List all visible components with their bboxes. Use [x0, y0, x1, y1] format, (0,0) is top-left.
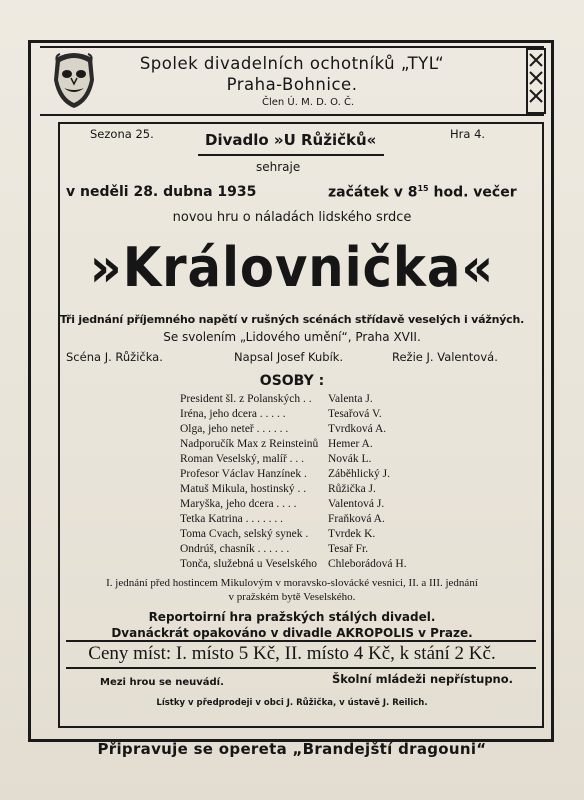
membership-note: Člen Ú. M. D. O. Č. [262, 97, 355, 108]
cast-row [180, 558, 460, 572]
performance-start: začátek v $8^{15}$ hod. večer [328, 184, 517, 201]
cast-row [180, 438, 460, 452]
cast-role: Nadporučík Max z Reinsteinů [180, 438, 319, 450]
director-credit: Režie J. Valentová. [392, 350, 498, 364]
cast-actor: Tesař Fr. [328, 543, 369, 555]
youth-note: Školní mládeži nepřístupno. [332, 672, 514, 686]
cast-role: Toma Cvach, selský synek . [180, 528, 309, 540]
cast-row [180, 528, 460, 542]
season-label: Sezona 25. [90, 127, 154, 141]
cast-role: Iréna, jeho dcera . . . . . [180, 408, 286, 420]
setting-line-2: v pražském bytě Veselského. [228, 591, 356, 603]
cast-actor: Novák L. [328, 453, 372, 465]
play-number: Hra 4. [450, 127, 486, 141]
prices-rule-top [66, 640, 536, 642]
cast-actor: Tvrdek K. [328, 528, 376, 540]
cast-role: Matuš Mikula, hostinský . . [180, 483, 307, 495]
cast-role: Olga, jeho neteř . . . . . . [180, 423, 289, 435]
play-intro: novou hru o náladách lidského srdce [172, 210, 412, 225]
author-credit: Napsal Josef Kubík. [234, 350, 344, 364]
plays-verb: sehraje [256, 160, 301, 174]
cast-actor: Tesařová V. [328, 408, 382, 420]
scene-credit: Scéna J. Růžička. [66, 350, 163, 364]
permission-note: Se svolením „Lidového umění“, Praha XVII. [163, 330, 421, 344]
cast-row [180, 393, 460, 407]
cast-row [180, 453, 460, 467]
cast-row [180, 408, 460, 422]
cast-row [180, 483, 460, 497]
theatre-name: Divadlo »U Růžičků« [205, 131, 377, 149]
setting-line-1: I. jednání před hostincem Mikulovým v moravsko-slovácké vesnici, II. a III. jednání [106, 577, 478, 589]
repertoire-line-1: Reportoirní hra pražských stálých divadel. [148, 610, 436, 624]
cast-row [180, 468, 460, 482]
cast-actor: Záběhlický J. [328, 468, 390, 480]
cast-actor: Chleborádová H. [328, 558, 407, 570]
upcoming-announcement: Připravuje se opereta „Brandejští dragouni“ [97, 740, 487, 758]
society-place: Praha-Bohnice. [226, 75, 358, 94]
cast-row [180, 513, 460, 527]
cast-actor: Hemer A. [328, 438, 373, 450]
presale-note: Lístky v předprodeji v obci J. Růžička, v ústavě J. Reilich. [156, 698, 428, 708]
cast-actor: Valentová J. [328, 498, 385, 510]
repertoire-line-2: Dvanáckrát opakováno v divadle AKROPOLIS v Praze. [111, 626, 473, 640]
performance-date: v neděli 28. dubna 1935 [66, 184, 257, 200]
cast-role: Tetka Katrina . . . . . . . [180, 513, 283, 525]
cast-actor: Růžička J. [328, 483, 376, 495]
society-name: Spolek divadelních ochotníků „TYL“ [139, 54, 445, 73]
cast-actor: Valenta J. [328, 393, 373, 405]
cast-actor: Tvrdková A. [328, 423, 387, 435]
cast-row [180, 543, 460, 557]
play-subtitle: Tři jednání příjemného napětí v rušných scénách střídavě veselých i vážných. [59, 313, 525, 326]
cast-role: Ondrúš, chasník . . . . . . [180, 543, 290, 555]
cast-row [180, 423, 460, 437]
cast-heading: OSOBY : [259, 373, 325, 389]
prices-rule-bottom [66, 667, 536, 669]
cast-role: President šl. z Polanských . . [180, 393, 312, 405]
cast-role: Profesor Václav Hanzínek . [180, 468, 307, 480]
ticket-prices: Ceny míst: I. místo 5 Kč, II. místo 4 Kč, k stání 2 Kč. [88, 643, 496, 664]
theatre-underline [198, 154, 384, 156]
intermission-note: Mezi hrou se neuvádí. [100, 677, 224, 688]
cast-role: Tonča, služebná u Veselského [180, 558, 317, 570]
cast-row [180, 498, 460, 512]
cast-role: Roman Veselský, malíř . . . [180, 453, 305, 465]
cast-role: Maryška, jeho dcera . . . . [180, 498, 297, 510]
cast-actor: Fraňková A. [328, 513, 385, 525]
play-title: »Královnička« [89, 236, 495, 299]
